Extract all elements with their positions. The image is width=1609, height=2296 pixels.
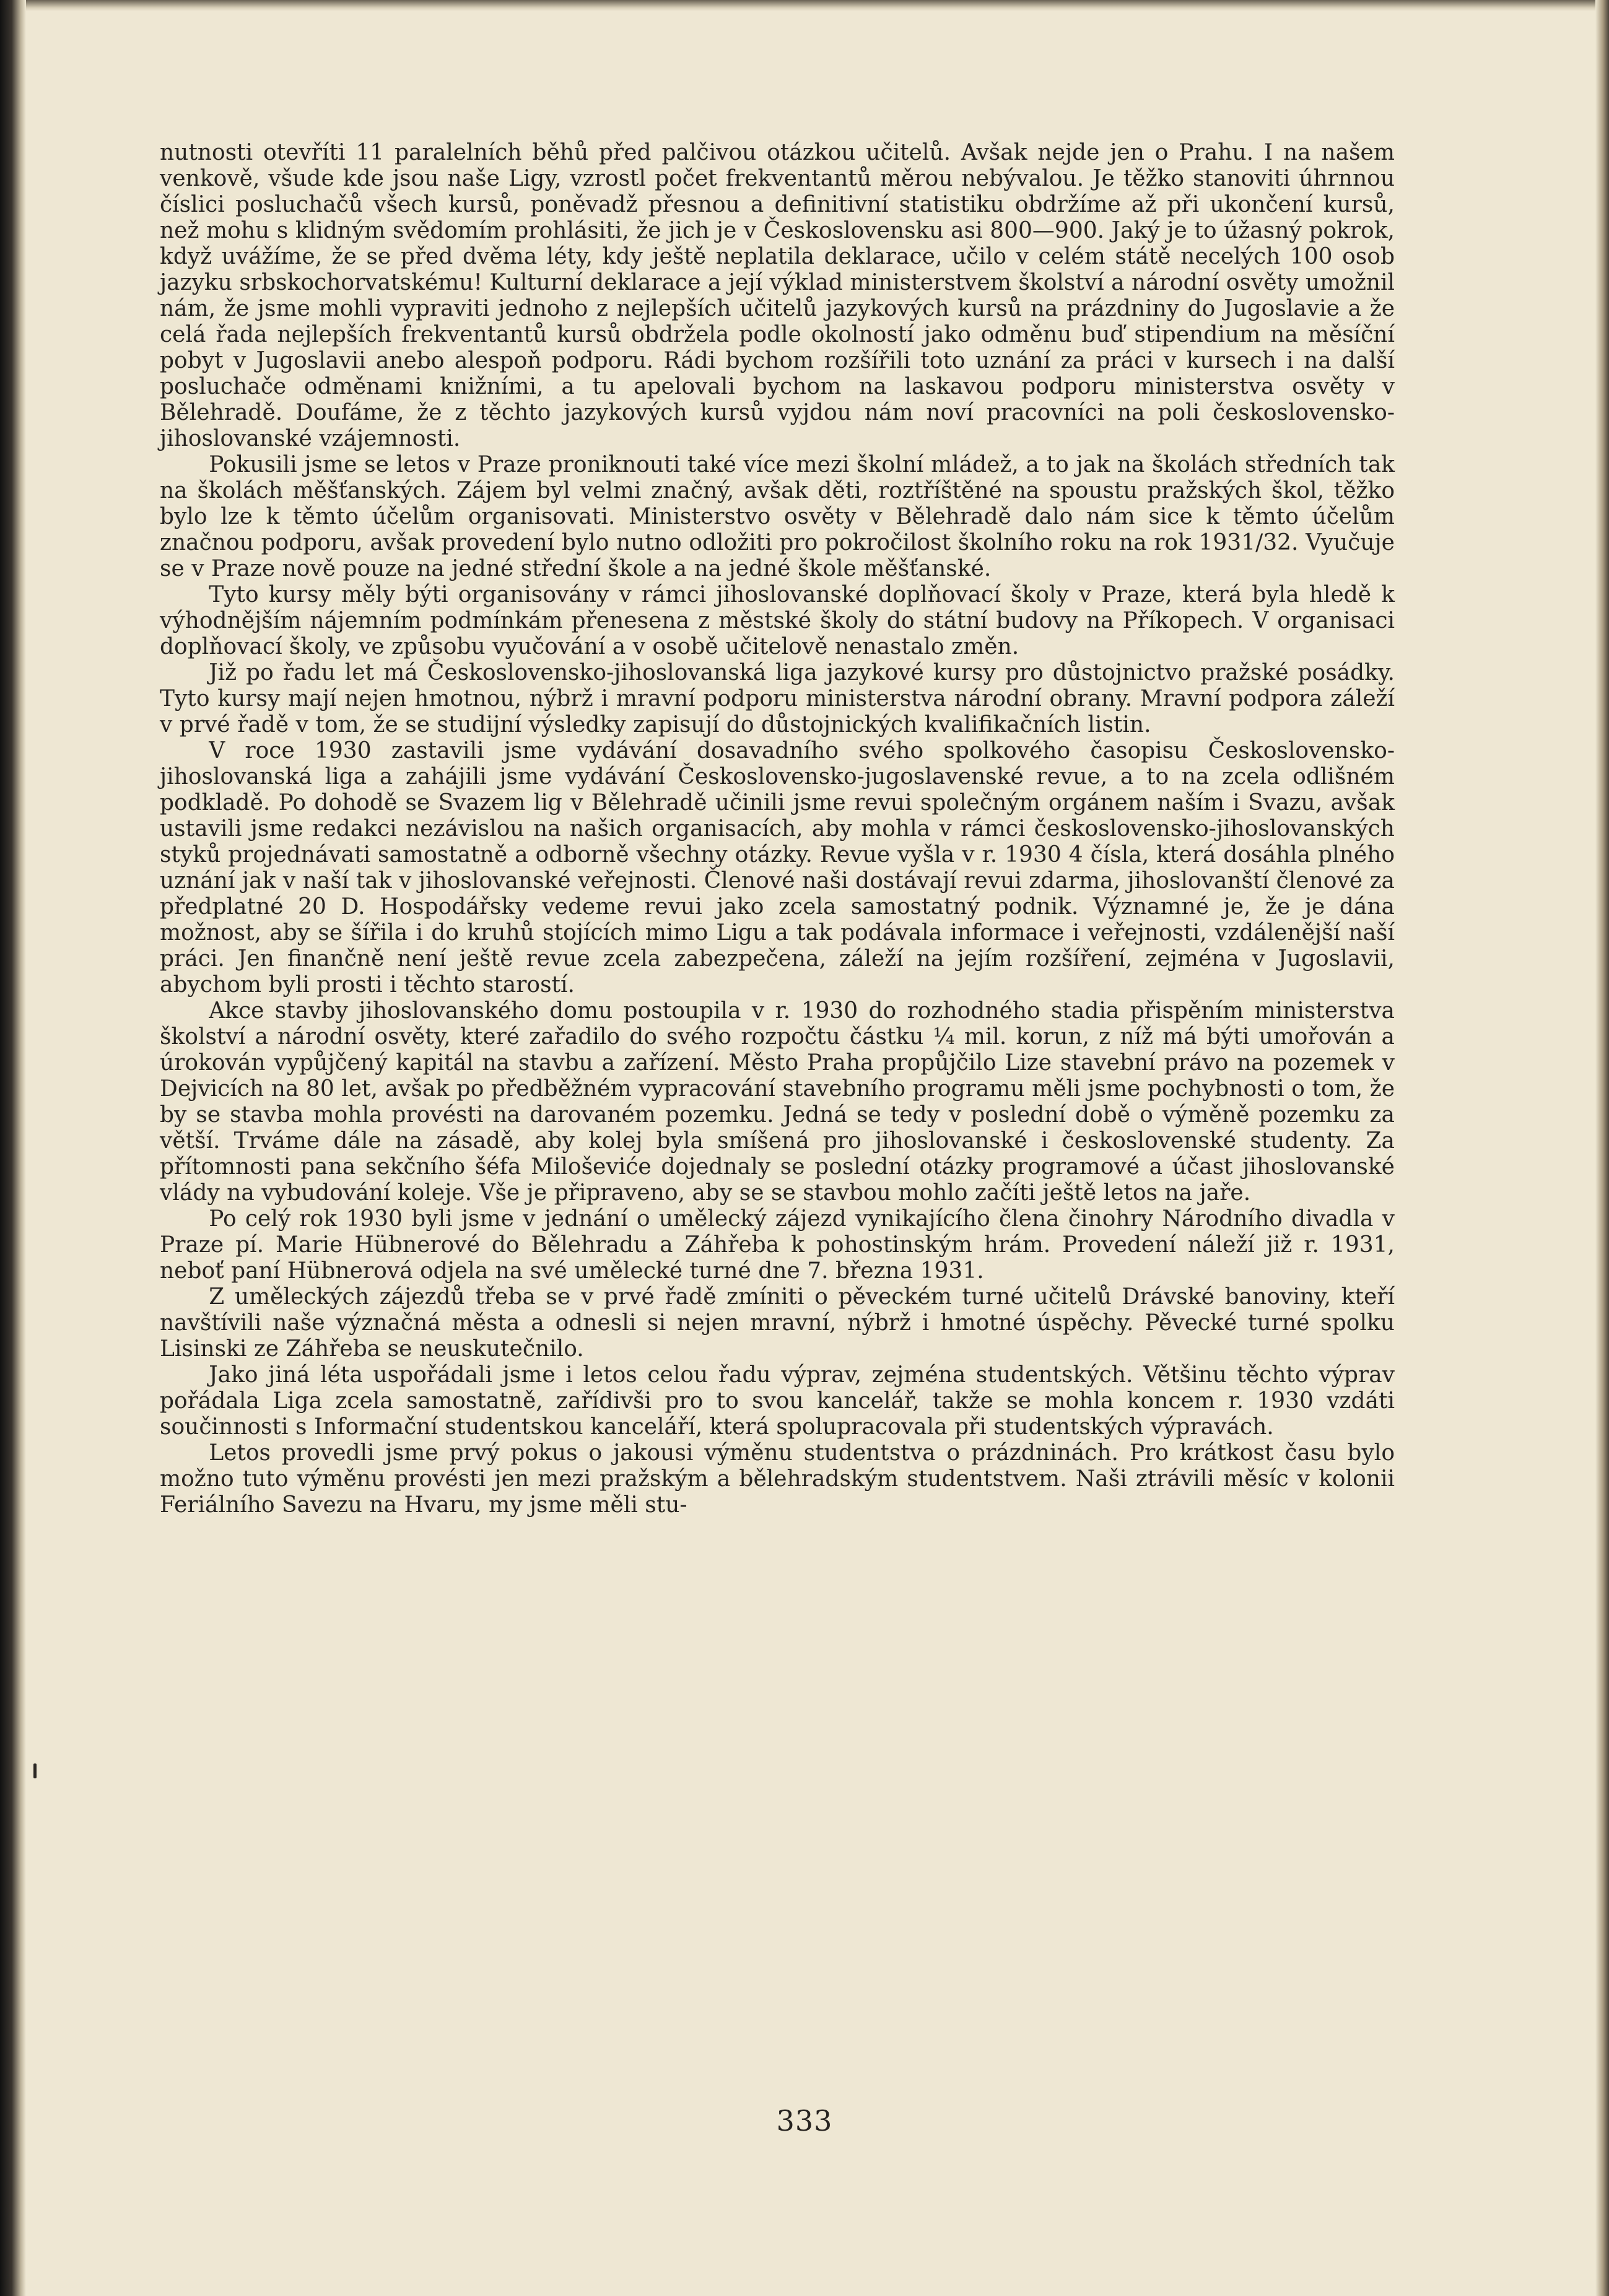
margin-ink-mark: [33, 1763, 37, 1778]
paragraph: Letos provedli jsme prvý pokus o jakousi výměnu studentstva o prázdninách. Pro krátkost času bylo možno tuto výměnu provésti jen mezi pražským a bělehradským studentstvem. Naši ztrávili měsíc v kolonii Feriálního Savezu na Hvaru, my jsme měli stu-: [160, 1440, 1395, 1518]
paragraph: Jako jiná léta uspořádali jsme i letos celou řadu výprav, zejména studentských. Většinu těchto výprav pořádala Liga zcela samostatně, zařídivši pro to svou kancelář, takže se mohla koncem r. 1930 vzdáti součinnosti s Informační studentskou kanceláří, která spolupracovala při studentských výpravách.: [160, 1362, 1395, 1440]
paragraph: V roce 1930 zastavili jsme vydávání dosavadního svého spolkového časopisu Československo-jihoslovanská liga a zahájili jsme vydávání Československo-jugoslavenské revue, a to na zcela odlišném podkladě. Po dohodě se Svazem lig v Bělehradě učinili jsme revui společným orgánem naším i Svazu, avšak ustavili jsme redakci nezávislou na našich organisacích, aby mohla v rámci československo-jihoslovanských styků projednávati samostatně a odborně všechny otázky. Revue vyšla v r. 1930 4 čísla, která dosáhla plného uznání jak v naší tak v jihoslovanské veřejnosti. Členové naši dostávají revui zdarma, jihoslovanští členové za předplatné 20 D. Hospodářsky vedeme revui jako zcela samostatný podnik. Významné je, že je dána možnost, aby se šířila i do kruhů stojících mimo Ligu a tak podávala informace i veřejnosti, vzdálenější naší práci. Jen finančně není ještě revue zcela zabezpečena, záleží na jejím rozšíření, zejména v Jugoslavii, abychom byli prosti i těchto starostí.: [160, 738, 1395, 998]
paragraph: nutnosti otevříti 11 paralelních běhů před palčivou otázkou učitelů. Avšak nejde jen o Prahu. I na našem venkově, všude kde jsou naše Ligy, vzrostl počet frekventantů měrou nebývalou. Je těžko stanoviti úhrnnou číslici posluchačů všech kursů, poněvadž přesnou a definitivní statistiku obdržíme až při ukončení kursů, než mohu s klidným svědomím prohlásiti, že jich je v Československu asi 800—900. Jaký je to úžasný pokrok, když uvážíme, že se před dvěma léty, kdy ještě neplatila deklarace, učilo v celém státě necelých 100 osob jazyku srbskochorvatskému! Kulturní deklarace a její výklad ministerstvem školství a národní osvěty umožnil nám, že jsme mohli vypraviti jednoho z nejlepších učitelů jazykových kursů na prázdniny do Jugoslavie a že celá řada nejlepších frekventantů kursů obdržela podle okolností jako odměnu buď stipendium na měsíční pobyt v Jugoslavii anebo alespoň podporu. Rádi bychom rozšířili toto uznání za práci v kursech i na další posluchače odměnami knižními, a tu apelovali bychom na laskavou podporu ministerstva osvěty v Bělehradě. Doufáme, že z těchto jazykových kursů vyjdou nám noví pracovníci na poli československo-jihoslovanské vzájemnosti.: [160, 140, 1395, 451]
top-edge-shadow: [0, 0, 1609, 11]
paragraph: Již po řadu let má Československo-jihoslovanská liga jazykové kursy pro důstojnictvo pražské posádky. Tyto kursy mají nejen hmotnou, nýbrž i mravní podporu ministerstva národní obrany. Mravní podpora záleží v prvé řadě v tom, že se studijní výsledky zapisují do důstojnických kvalifikačních listin.: [160, 660, 1395, 737]
paragraph: Po celý rok 1930 byli jsme v jednání o umělecký zájezd vynikajícího člena činohry Národního divadla v Praze pí. Marie Hübnerové do Bělehradu a Záhřeba k pohostinským hrám. Provedení náleží již r. 1931, neboť paní Hübnerová odjela na své umělecké turné dne 7. března 1931.: [160, 1206, 1395, 1284]
right-spine-shadow: [1595, 0, 1609, 2296]
paragraph: Pokusili jsme se letos v Praze proniknouti také více mezi školní mládež, a to jak na školách středních tak na školách měšťanských. Zájem byl velmi značný, avšak děti, roztříštěné na spoustu pražských škol, těžko bylo lze k těmto účelům organisovati. Ministerstvo osvěty v Bělehradě dalo nám sice k těmto účelům značnou podporu, avšak provedení bylo nutno odložiti pro pokročilost školního roku na rok 1931/32. Vyučuje se v Praze nově pouze na jedné střední škole a na jedné škole měšťanské.: [160, 452, 1395, 581]
left-edge-shadow: [0, 0, 26, 2296]
paragraph: Z uměleckých zájezdů třeba se v prvé řadě zmíniti o pěveckém turné učitelů Drávské banoviny, kteří navštívili naše význačná města a odnesli si nejen mravní, nýbrž i hmotné úspěchy. Pěvecké turné spolku Lisinski ze Záhřeba se neuskutečnilo.: [160, 1284, 1395, 1362]
paragraph: Akce stavby jihoslovanského domu postoupila v r. 1930 do rozhodného stadia přispěním ministerstva školství a národní osvěty, které zařadilo do svého rozpočtu částku ¼ mil. korun, z níž má býti umořován a úrokován vypůjčený kapitál na stavbu a zařízení. Město Praha propůjčilo Lize stavební právo na pozemek v Dejvicích na 80 let, avšak po předběžném vypracování stavebního programu měli jsme pochybnosti o tom, že by se stavba mohla provésti na darovaném pozemku. Jedná se tedy v poslední době o výměně pozemku za větší. Trváme dále na zásadě, aby kolej byla smíšená pro jihoslovanské i československé studenty. Za přítomnosti pana sekčního šéfa Miloševiće dojednaly se poslední otázky programové a účast jihoslovanské vlády na vybudování koleje. Vše je připraveno, aby se se stavbou mohlo začíti ještě letos na jaře.: [160, 998, 1395, 1206]
page-number: 333: [776, 2104, 833, 2137]
paragraph: Tyto kursy měly býti organisovány v rámci jihoslovanské doplňovací školy v Praze, která byla hledě k výhodnějším nájemním podmínkám přenesena z městské školy do státní budovy na Příkopech. V organisaci doplňovací školy, ve způsobu vyučování a v osobě učitelově nenastalo změn.: [160, 582, 1395, 659]
body-text: [160, 140, 1395, 1518]
